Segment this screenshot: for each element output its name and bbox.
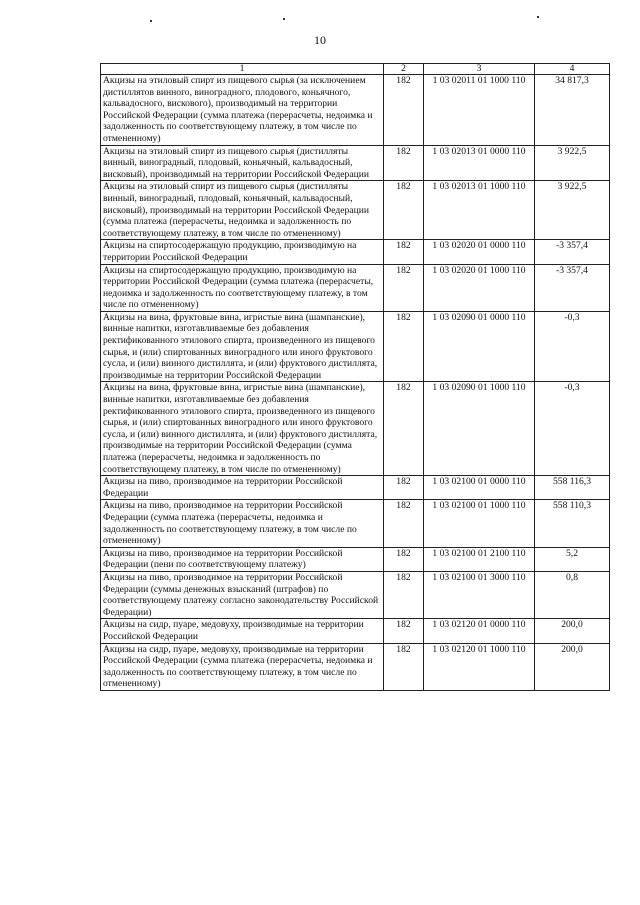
row-admin-code: 182 [384, 382, 424, 476]
row-budget-code: 1 03 02100 01 3000 110 [424, 571, 535, 618]
table-row [101, 311, 610, 382]
table-row [101, 145, 610, 181]
row-budget-code: 1 03 02100 01 1000 110 [424, 500, 535, 547]
row-description: Акцизы на пиво, производимое на территории Российской Федерации [101, 476, 384, 500]
row-description: Акцизы на вина, фруктовые вина, игристые вина (шампанские), винные напитки, изготавливаемые без добавления ректификованного этилового спирта, произведенного из пищевого сырья, и (или) спиртованных виноградного или иного фруктового сусла, и (или) винного дистиллята, и (или) фруктового дистиллята, производимые на территории Российской Федерации (сумма платежа (перерасчеты, недоимка и задолженность по соответствующему платежу, в том числе по отмененному) [101, 382, 384, 476]
row-description: Акцизы на пиво, производимое на территории Российской Федерации (суммы денежных взысканий (штрафов) по соответствующему платежу согласно законодательству Российской Федерации) [101, 571, 384, 618]
scan-speck [283, 18, 285, 20]
row-amount: 0,8 [535, 571, 610, 618]
row-admin-code: 182 [384, 547, 424, 571]
row-description: Акцизы на этиловый спирт из пищевого сырья (за исключением дистиллятов винного, виноградного, плодового, коньячного, кальвадосного, вискового), производимый на территории Российской Федерации (сумма платежа (перерасчеты, недоимка и задолженность по соответствующему платежу, в том числе по отмененному) [101, 75, 384, 146]
row-description: Акцизы на сидр, пуаре, медовуху, производимые на территории Российской Федерации (сумма платежа (перерасчеты, недоимка и задолженность по соответствующему платежу, в том числе по отмененному) [101, 643, 384, 690]
row-budget-code: 1 03 02120 01 1000 110 [424, 643, 535, 690]
row-amount: 558 116,3 [535, 476, 610, 500]
row-description: Акцизы на пиво, производимое на территории Российской Федерации (сумма платежа (перерасчеты, недоимка и задолженность по соответствующему платежу, в том числе по отмененному) [101, 500, 384, 547]
row-amount: 200,0 [535, 643, 610, 690]
row-admin-code: 182 [384, 476, 424, 500]
row-admin-code: 182 [384, 619, 424, 643]
row-budget-code: 1 03 02100 01 2100 110 [424, 547, 535, 571]
table-row [101, 571, 610, 618]
row-budget-code: 1 03 02013 01 1000 110 [424, 181, 535, 240]
row-admin-code: 182 [384, 75, 424, 146]
row-description: Акцизы на пиво, производимое на территории Российской Федерации (пени по соответствующему платежу) [101, 547, 384, 571]
row-admin-code: 182 [384, 643, 424, 690]
row-amount: 3 922,5 [535, 145, 610, 181]
row-amount: 200,0 [535, 619, 610, 643]
row-budget-code: 1 03 02090 01 1000 110 [424, 382, 535, 476]
table-row [101, 75, 610, 146]
row-amount: -0,3 [535, 382, 610, 476]
table-row [101, 476, 610, 500]
row-amount: 558 110,3 [535, 500, 610, 547]
row-admin-code: 182 [384, 500, 424, 547]
row-budget-code: 1 03 02020 01 1000 110 [424, 264, 535, 311]
table-row [101, 382, 610, 476]
table-row [101, 643, 610, 690]
row-description: Акцизы на этиловый спирт из пищевого сырья (дистилляты винный, виноградный, плодовый, коньячный, кальвадосный, висковый), производимый на территории Российской Федерации [101, 145, 384, 181]
budget-revenue-table [100, 63, 610, 691]
table-row [101, 240, 610, 264]
row-description: Акцизы на спиртосодержащую продукцию, производимую на территории Российской Федерации (сумма платежа (перерасчеты, недоимка и задолженность по соответствующему платежу, в том числе по отмененному) [101, 264, 384, 311]
table-row [101, 547, 610, 571]
row-description: Акцизы на вина, фруктовые вина, игристые вина (шампанские), винные напитки, изготавливаемые без добавления ректификованного этилового спирта, произведенного из пищевого сырья, и (или) спиртованных виноградного или иного фруктового сусла, и (или) винного дистиллята, и (или) фруктового дистиллята, производимые на территории Российской Федерации [101, 311, 384, 382]
row-description: Акцизы на спиртосодержащую продукцию, производимую на территории Российской Федерации [101, 240, 384, 264]
row-budget-code: 1 03 02090 01 0000 110 [424, 311, 535, 382]
table-header-row [101, 64, 610, 75]
column-header: 2 [384, 64, 424, 75]
column-header: 3 [424, 64, 535, 75]
row-description: Акцизы на этиловый спирт из пищевого сырья (дистилляты винный, виноградный, плодовый, коньячный, кальвадосный, висковый), производимый на территории Российской Федерации (сумма платежа (перерасчеты, недоимка и задолженность по соответствующему платежу, в том числе по отмененному) [101, 181, 384, 240]
scan-speck [537, 16, 539, 18]
row-admin-code: 182 [384, 311, 424, 382]
column-header: 4 [535, 64, 610, 75]
row-admin-code: 182 [384, 145, 424, 181]
row-admin-code: 182 [384, 181, 424, 240]
row-amount: 5,2 [535, 547, 610, 571]
scan-speck [150, 20, 152, 22]
row-description: Акцизы на сидр, пуаре, медовуху, производимые на территории Российской Федерации [101, 619, 384, 643]
column-header: 1 [101, 64, 384, 75]
row-amount: -0,3 [535, 311, 610, 382]
row-budget-code: 1 03 02120 01 0000 110 [424, 619, 535, 643]
page-number: 10 [314, 33, 326, 47]
row-budget-code: 1 03 02020 01 0000 110 [424, 240, 535, 264]
row-amount: -3 357,4 [535, 240, 610, 264]
table-row [101, 500, 610, 547]
row-budget-code: 1 03 02100 01 0000 110 [424, 476, 535, 500]
row-budget-code: 1 03 02011 01 1000 110 [424, 75, 535, 146]
row-admin-code: 182 [384, 264, 424, 311]
table-row [101, 264, 610, 311]
row-amount: 3 922,5 [535, 181, 610, 240]
row-amount: 34 817,3 [535, 75, 610, 146]
row-admin-code: 182 [384, 571, 424, 618]
table-row [101, 619, 610, 643]
row-amount: -3 357,4 [535, 264, 610, 311]
table-row [101, 181, 610, 240]
row-admin-code: 182 [384, 240, 424, 264]
row-budget-code: 1 03 02013 01 0000 110 [424, 145, 535, 181]
